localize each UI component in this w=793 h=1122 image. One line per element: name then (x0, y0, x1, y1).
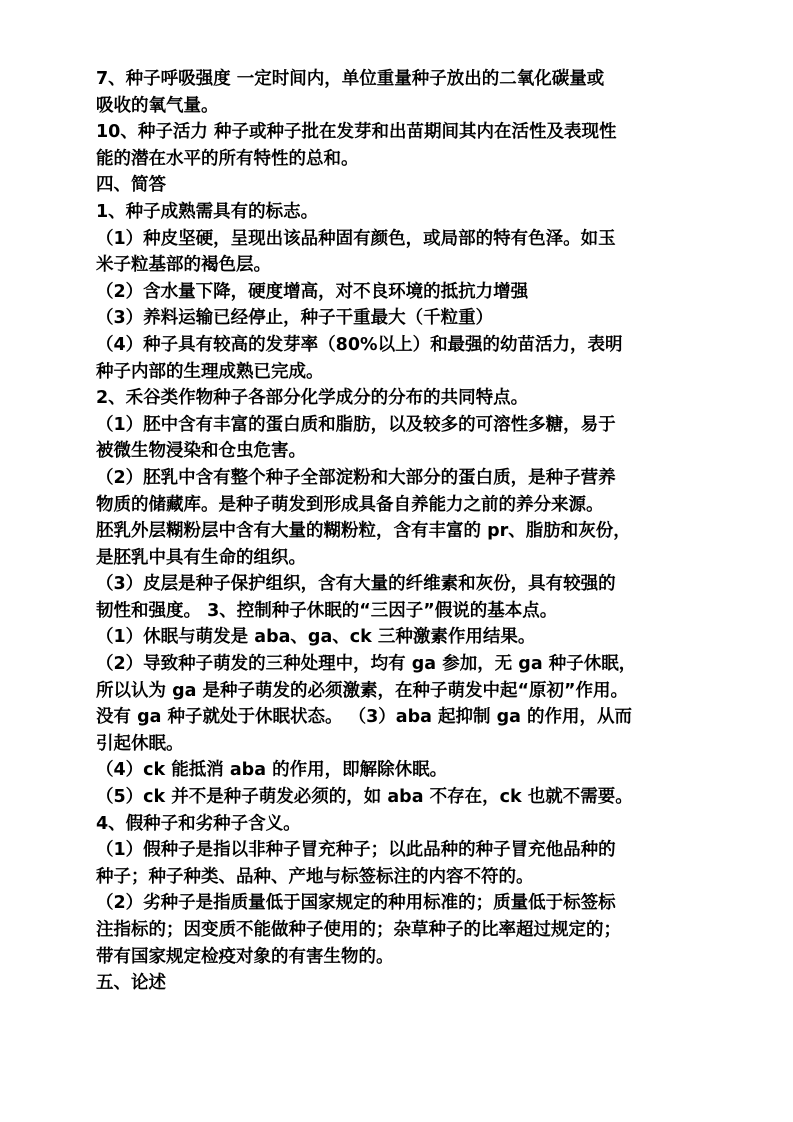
text-line: 7、种子呼吸强度 一定时间内，单位重量种子放出的二氧化碳量或 (96, 69, 605, 89)
question-heading: 2、禾谷类作物种子各部分化学成分的分布的共同特点。 (96, 388, 529, 409)
text-line: （1）休眠与萌发是 aba、ga、ck 三种激素作用结果。 (96, 627, 536, 648)
text-line: 注指标的；因变质不能做种子使用的；杂草种子的比率超过规定的； (96, 920, 621, 940)
text-line: 带有国家规定检疫对象的有害生物的。 (96, 946, 394, 967)
question-heading: 4、假种子和劣种子含义。 (96, 813, 301, 834)
text-line: （4）ck 能抵消 aba 的作用，即解除休眠。 (96, 760, 448, 781)
text-line: （5）ck 并不是种子萌发必须的，如 aba 不存在，ck 也就不需要。 (96, 787, 633, 808)
question-heading: 1、种子成熟需具有的标志。 (96, 201, 319, 222)
text-line: 韧性和强度。 3、控制种子休眠的“三因子”假说的基本点。 (96, 600, 558, 621)
text-line: 种子内部的生理成熟已完成。 (96, 361, 324, 382)
text-line: 米子粒基部的褐色层。 (96, 255, 271, 276)
section-heading: 四、简答 (96, 175, 166, 196)
text-line: （2）劣种子是指质量低于国家规定的种用标准的；质量低于标签标 (96, 893, 616, 914)
text-line: （2）胚乳中含有整个种子全部淀粉和大部分的蛋白质，是种子营养 (96, 467, 616, 488)
text-line: 引起休眠。 (96, 733, 184, 754)
text-line: （2）导致种子萌发的三种处理中，均有 ga 参加，无 ga 种子休眠， (96, 654, 637, 675)
text-line: 胚乳外层糊粉层中含有大量的糊粉粒，含有丰富的 pr、脂肪和灰份， (96, 521, 631, 542)
text-line: （1）假种子是指以非种子冒充种子；以此品种的种子冒充他品种的 (96, 840, 616, 861)
text-line: 种子；种子种类、品种、产地与标签标注的内容不符的。 (96, 866, 534, 887)
text-line: （1）胚中含有丰富的蛋白质和脂肪，以及较多的可溶性多糖，易于 (96, 414, 616, 435)
text-line: 被微生物浸染和仓虫危害。 (96, 441, 306, 462)
text-line: （3）养料运输已经停止，种子干重最大（千粒重） (96, 308, 494, 329)
text-line: 是胚乳中具有生命的组织。 (96, 547, 306, 568)
text-line: 10、种子活力 种子或种子批在发芽和出苗期间其内在活性及表现性 (96, 122, 617, 143)
text-line: 没有 ga 种子就处于休眠状态。 （3）aba 起抑制 ga 的作用，从而 (96, 707, 633, 728)
text-line: （1）种皮坚硬，呈现出该品种固有颜色，或局部的特有色泽。如玉 (96, 228, 616, 249)
text-line: 所以认为 ga 是种子萌发的必须激素，在种子萌发中起“原初”作用。 (96, 680, 629, 701)
section-heading: 五、论述 (96, 973, 166, 994)
text-line: （4）种子具有较高的发芽率（80%以上）和最强的幼苗活力，表明 (96, 334, 623, 355)
text-line: （2）含水量下降，硬度增高，对不良环境的抵抗力增强 (96, 281, 529, 302)
text-line: （3）皮层是种子保护组织，含有大量的纤维素和灰份，具有较强的 (96, 574, 616, 595)
text-line: 能的潜在水平的所有特性的总和。 (96, 148, 359, 169)
text-line: 物质的储藏库。是种子萌发到形成具备自养能力之前的养分来源。 (96, 494, 604, 515)
document-page (96, 66, 706, 997)
text-line: 吸收的氧气量。 (96, 95, 219, 116)
